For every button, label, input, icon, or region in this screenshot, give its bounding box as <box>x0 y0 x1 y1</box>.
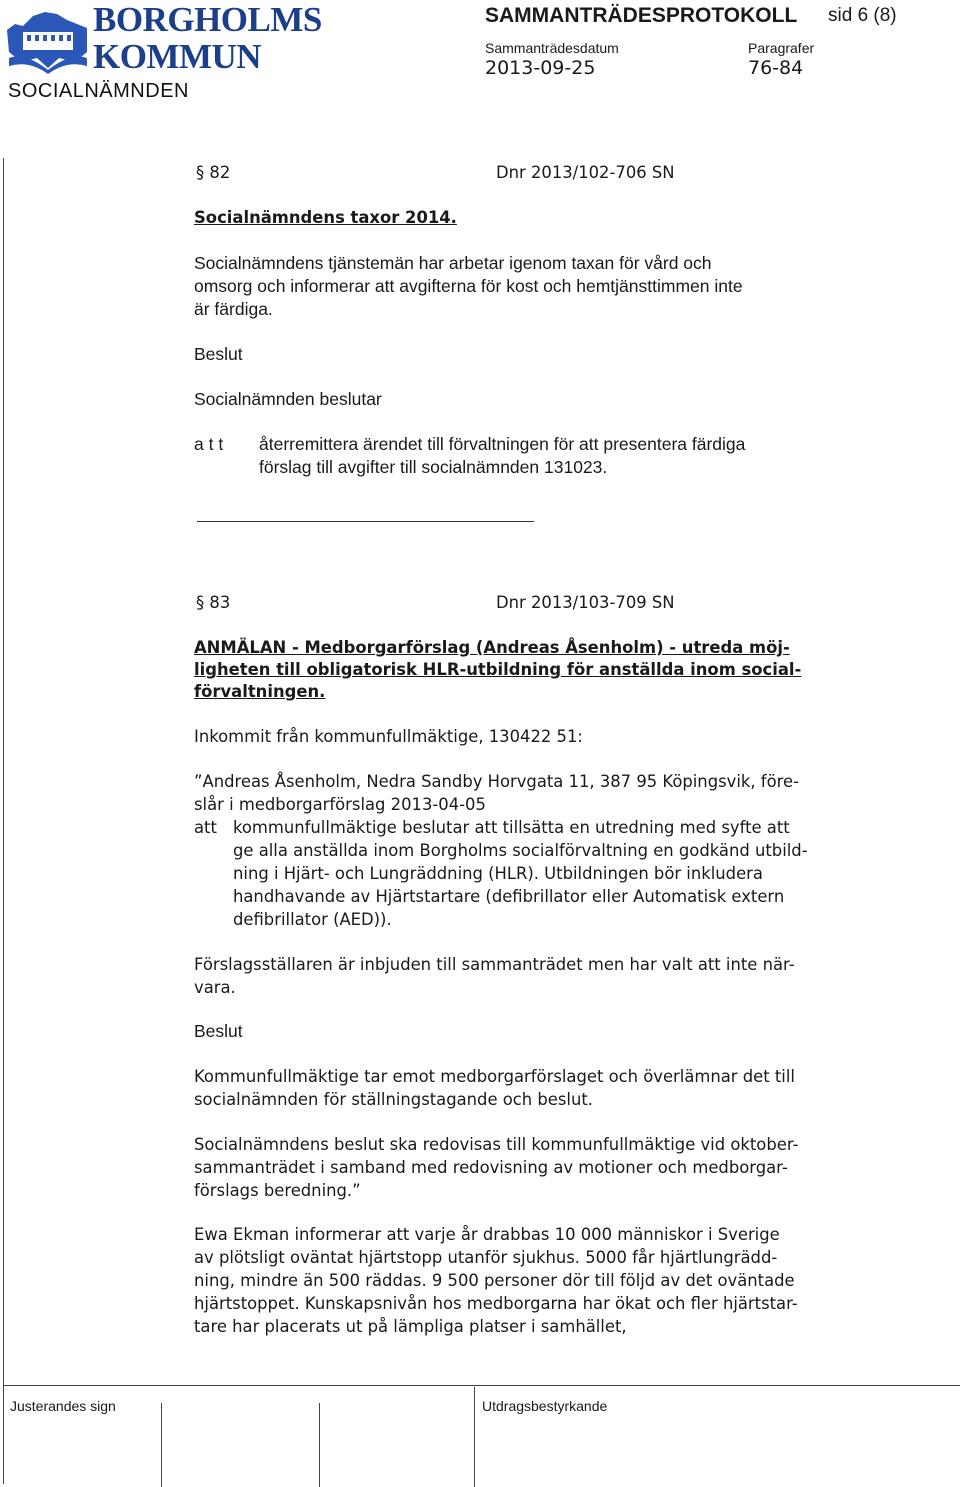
item-83-title-line: ANMÄLAN - Medborgarförslag (Andreas Åsenholm) - utreda möj- <box>194 638 790 657</box>
item-83-para4-line: hjärtstoppet. Kunskapsnivån hos medborgarna har ökat och fler hjärtstar- <box>194 1294 798 1313</box>
footer-top-rule <box>3 1385 960 1386</box>
item-83-quote-line: slår i medborgarförslag 2013-04-05 <box>194 795 486 814</box>
department-name: SOCIALNÄMNDEN <box>8 80 189 102</box>
item-83-quote-line: ”Andreas Åsenholm, Nedra Sandby Horvgata 11, 387 95 Köpingsvik, före- <box>194 772 799 791</box>
item-82-att-line: återremittera ärendet till förvaltningen för att presentera färdiga <box>259 434 746 454</box>
item-83-para4-line: Ewa Ekman informerar att varje år drabbas 10 000 människor i Sverige <box>194 1225 780 1244</box>
item-83-para4-line: ning, mindre än 500 räddas. 9 500 personer dör till följd av det oväntade <box>194 1271 795 1290</box>
item-83-intro-text: Inkommit från kommunfullmäktige, 130422 51: <box>194 727 583 746</box>
item-83-number-value: 83 <box>209 593 231 612</box>
item-82-number: § 82 <box>196 163 231 182</box>
item-82-body-line: är färdiga. <box>194 299 273 319</box>
item-82-dnr: Dnr 2013/102-706 SN <box>496 163 675 182</box>
item-82-att-label: a t t <box>194 434 224 454</box>
item-83-intro <box>194 726 583 749</box>
item-83-title-line: ligheten till obligatorisk HLR-utbildning för anställda inom social- <box>194 660 802 679</box>
signature-box-divider <box>319 1403 320 1487</box>
item-82-body-line: omsorg och informerar att avgifterna för kost och hemtjänsttimmen inte <box>194 276 743 296</box>
item-83-para2-line: Kommunfullmäktige tar emot medborgarförslaget och överlämnar det till <box>194 1067 795 1086</box>
paragraphs-value: 76-84 <box>748 57 804 79</box>
signature-label: Justerandes sign <box>10 1398 116 1414</box>
item-83-para3-line: sammanträdet i samband med redovisning av motioner och medborgar- <box>194 1158 788 1177</box>
item-83-para3-line: Socialnämndens beslut ska redovisas till kommunfullmäktige vid oktober- <box>194 1135 799 1154</box>
item-83-dnr: Dnr 2013/103-709 SN <box>496 593 675 612</box>
item-83-para1-line: Förslagsställaren är inbjuden till sammanträdet men har valt att inte när- <box>194 955 795 974</box>
item-83-para3-line: förslags beredning.” <box>194 1181 361 1200</box>
item-83-att-line: ning i Hjärt- och Lungräddning (HLR). Utbildningen bör inkludera <box>233 864 763 883</box>
item-83-att-label: att <box>194 818 217 837</box>
item-82-body-line: Socialnämndens tjänstemän har arbetar igenom taxan för vård och <box>194 253 712 273</box>
excerpt-certification-label: Utdragsbestyrkande <box>482 1398 608 1414</box>
item-83-att-line: defibrillator (AED)). <box>233 910 392 929</box>
item-82-decides: Socialnämnden beslutar <box>194 389 382 409</box>
document-title: SAMMANTRÄDESPROTOKOLL <box>485 4 798 27</box>
item-82-title: Socialnämndens taxor 2014. <box>194 208 457 227</box>
item-83-para4-line: tare har placerats ut på lämpliga platser i samhället, <box>194 1317 627 1336</box>
item-83-para2-line: socialnämnden för ställningstagande och beslut. <box>194 1090 593 1109</box>
item-83-beslut-heading: Beslut <box>194 1021 243 1041</box>
item-83-para1-line: vara. <box>194 978 236 997</box>
logo-name-line1: BORGHOLMS <box>93 0 322 39</box>
municipality-crest-logo <box>5 2 91 74</box>
left-margin-rule <box>3 158 4 1484</box>
item-83-att-line: handhavande av Hjärtstartare (defibrillator eller Automatisk extern <box>233 887 785 906</box>
item-83-att-line: kommunfullmäktige beslutar att tillsätta en utredning med syfte att <box>233 818 790 837</box>
section-separator <box>197 521 534 522</box>
item-83-para4-line: av plötsligt oväntat hjärtstopp utanför sjukhus. 5000 får hjärtlungrädd- <box>194 1248 778 1267</box>
page-number: sid 6 (8) <box>828 5 897 26</box>
item-82-beslut-heading: Beslut <box>194 344 243 364</box>
item-83-att-line: ge alla anställda inom Borgholms socialförvaltning en godkänd utbild- <box>233 841 808 860</box>
meeting-date-label: Sammanträdesdatum <box>485 40 619 56</box>
item-83-title-line: förvaltningen. <box>194 682 326 701</box>
meeting-date-value: 2013-09-25 <box>485 57 596 79</box>
signature-box-divider <box>161 1403 162 1487</box>
item-83-number: § 83 <box>196 593 231 612</box>
logo-name-line2: KOMMUN <box>93 37 262 76</box>
item-82-number-value: 82 <box>209 163 231 182</box>
item-82-att-line: förslag till avgifter till socialnämnden 131023. <box>259 457 608 477</box>
paragraphs-label: Paragrafer <box>748 40 815 56</box>
signature-box-divider <box>474 1387 475 1487</box>
